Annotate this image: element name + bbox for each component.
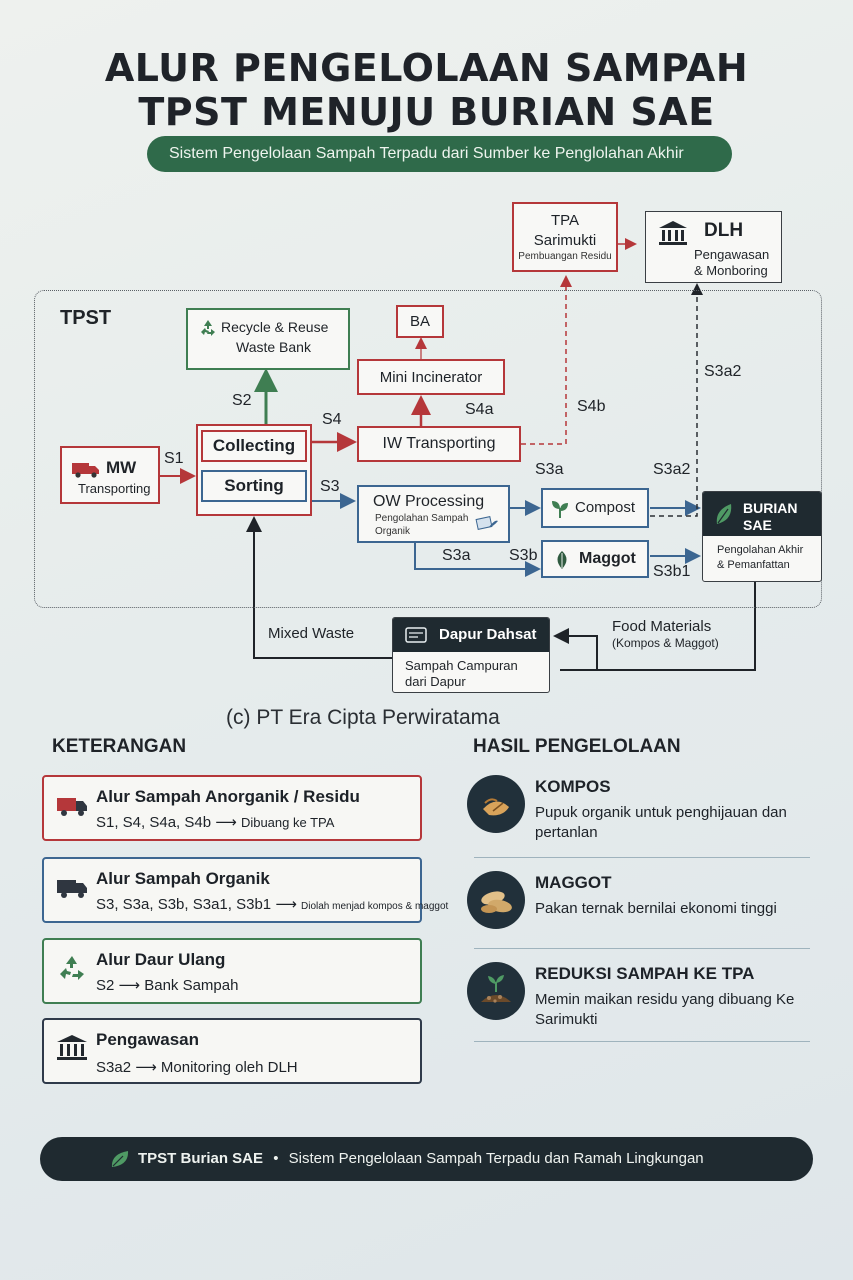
edge-label-s3a-bottom: S3a bbox=[442, 547, 471, 564]
tpa-line-1: TPA bbox=[550, 212, 580, 229]
legend-codes: S2 bbox=[96, 977, 115, 994]
result-title: KOMPOS bbox=[535, 777, 611, 796]
footer-separator: • bbox=[273, 1150, 279, 1167]
legend-item-title: Alur Sampah Organik bbox=[96, 869, 270, 888]
legend-item-pengawasan bbox=[42, 1018, 422, 1084]
government-building-icon bbox=[658, 220, 688, 246]
node-dlh bbox=[645, 211, 782, 283]
edge-label-s3b1: S3b1 bbox=[653, 563, 691, 580]
result-desc: Pakan ternak bernilai ekonomi tinggi bbox=[535, 900, 777, 917]
compost-icon bbox=[467, 775, 525, 833]
legend-item-daur-ulang bbox=[42, 938, 422, 1004]
edge-label-s3a-top: S3a bbox=[535, 461, 564, 478]
result-item-reduksi bbox=[467, 962, 810, 1034]
result-title: MAGGOT bbox=[535, 873, 612, 892]
mw-title: MW bbox=[106, 458, 137, 477]
edge-label-s3a2-right: S3a2 bbox=[704, 363, 742, 380]
edge-label-s1: S1 bbox=[164, 450, 184, 467]
card-icon bbox=[405, 627, 427, 643]
ow-sub-1: Pengolahan Sampah bbox=[375, 513, 469, 524]
title-line-1: ALUR PENGELOLAAN SAMPAH bbox=[104, 46, 749, 90]
truck-icon bbox=[56, 873, 88, 901]
node-ba: BA bbox=[396, 305, 444, 338]
edge-label-food-materials-sub: (Kompos & Maggot) bbox=[612, 636, 719, 650]
dapur-sub-2: dari Dapur bbox=[405, 674, 466, 689]
legend-item-title: Alur Daur Ulang bbox=[96, 950, 226, 969]
legend-target: Diolah menjad kompos & maggot bbox=[301, 901, 449, 912]
node-maggot bbox=[541, 540, 649, 578]
tpa-sub: Pembuangan Residu bbox=[518, 251, 612, 262]
burian-line-1: BURIAN bbox=[743, 500, 798, 516]
node-mw-transporting bbox=[60, 446, 160, 504]
recycle-line-1: Recycle & Reuse bbox=[221, 319, 329, 335]
tpst-label: TPST bbox=[60, 307, 112, 329]
divider bbox=[474, 1041, 810, 1042]
recycle-icon bbox=[56, 954, 88, 982]
truck-icon bbox=[56, 791, 88, 819]
legend-item-title: Alur Sampah Anorganik / Residu bbox=[96, 787, 360, 806]
tpa-line-2: Sarimukti bbox=[533, 232, 597, 249]
leaf-icon bbox=[713, 502, 735, 526]
leaf-paper-icon bbox=[475, 515, 499, 531]
legend-item-desc bbox=[96, 976, 238, 994]
edge-label-s3b: S3b bbox=[509, 547, 538, 564]
recycle-line-2: Waste Bank bbox=[236, 339, 311, 355]
edge-label-s3a2-bottom: S3a2 bbox=[653, 461, 691, 478]
legend-codes: S3, S3a, S3b, S3a1, S3b1 bbox=[96, 896, 272, 913]
government-building-icon bbox=[56, 1034, 88, 1062]
result-title: REDUKSI SAMPAH KE TPA bbox=[535, 964, 755, 983]
legend-title: KETERANGAN bbox=[52, 736, 187, 757]
recycle-icon bbox=[198, 318, 218, 338]
ow-sub-2: Organik bbox=[375, 526, 411, 537]
burian-sub-2: & Pemanfattan bbox=[717, 559, 790, 571]
sprout-soil-icon bbox=[467, 962, 525, 1020]
node-dapur-dahsat bbox=[392, 617, 550, 693]
edge-label-s4: S4 bbox=[322, 411, 342, 428]
node-sorting: Sorting bbox=[201, 470, 307, 502]
dlh-title: DLH bbox=[704, 220, 744, 241]
mw-subtitle: Transporting bbox=[78, 481, 151, 496]
result-item-kompos bbox=[467, 775, 810, 845]
maggot-leaf-icon bbox=[551, 549, 573, 571]
footer-bar bbox=[40, 1137, 813, 1181]
node-burian-sae bbox=[702, 491, 822, 582]
legend-arrow: ⟶ bbox=[118, 977, 141, 994]
dlh-sub-1: Pengawasan bbox=[694, 247, 770, 262]
divider bbox=[474, 857, 810, 858]
legend-codes: S1, S4, S4a, S4b bbox=[96, 814, 212, 831]
legend-item-organik bbox=[42, 857, 449, 923]
legend-codes: S3a2 bbox=[96, 1059, 132, 1076]
footer-brand: TPST Burian SAE bbox=[138, 1150, 264, 1167]
legend-target: Bank Sampah bbox=[144, 977, 239, 994]
legend-target: Monitoring oleh DLH bbox=[160, 1059, 298, 1076]
edge-label-s4a: S4a bbox=[465, 401, 494, 418]
title-line-2: TPST MENUJU BURIAN SAE bbox=[138, 90, 715, 134]
truck-icon bbox=[72, 460, 100, 478]
edge-label-food-materials: Food Materials bbox=[612, 618, 712, 635]
legend-arrow: ⟶ bbox=[135, 1059, 157, 1076]
maggot-label: Maggot bbox=[579, 550, 636, 567]
node-recycle-waste-bank bbox=[186, 308, 350, 370]
legend-target: Dibuang ke TPA bbox=[240, 815, 335, 830]
legend-item-desc bbox=[96, 895, 448, 913]
edge-label-mixed-waste: Mixed Waste bbox=[268, 625, 355, 642]
legend-item-title: Pengawasan bbox=[96, 1030, 199, 1049]
dapur-title: Dapur Dahsat bbox=[439, 626, 537, 643]
dlh-sub-2: & Monboring bbox=[694, 263, 768, 278]
node-tpa-sarimukti bbox=[512, 202, 618, 272]
node-mini-incinerator: Mini Incinerator bbox=[357, 359, 505, 395]
dapur-sub-1: Sampah Campuran bbox=[405, 658, 518, 673]
node-collecting-sorting-group bbox=[196, 424, 312, 516]
legend-arrow: ⟶ bbox=[275, 896, 297, 913]
legend-item-anorganik bbox=[42, 775, 422, 841]
plant-icon bbox=[549, 498, 571, 520]
maggot-icon bbox=[467, 871, 525, 929]
leaf-icon bbox=[110, 1149, 130, 1169]
copyright: (c) PT Era Cipta Perwiratama bbox=[226, 706, 500, 729]
result-desc: Memin maikan residu yang dibuang Ke Sarimukti bbox=[535, 991, 795, 1028]
edge-label-s4b: S4b bbox=[577, 398, 606, 415]
node-iw-transporting: IW Transporting bbox=[357, 426, 521, 462]
footer-tagline: Sistem Pengelolaan Sampah Terpadu dan Ramah Lingkungan bbox=[288, 1150, 704, 1167]
legend-item-desc bbox=[96, 813, 334, 831]
edge-label-s2: S2 bbox=[232, 392, 252, 409]
legend-item-desc bbox=[96, 1058, 298, 1076]
result-item-maggot bbox=[467, 871, 810, 941]
subtitle-pill: Sistem Pengelolaan Sampah Terpadu dari Sumber ke Penglolahan Akhir bbox=[147, 136, 732, 172]
legend-arrow: ⟶ bbox=[215, 814, 237, 831]
edge-label-s3: S3 bbox=[320, 478, 340, 495]
node-collecting: Collecting bbox=[201, 430, 307, 462]
result-desc: Pupuk organik untuk penghijauan dan pertanlan bbox=[535, 804, 787, 841]
node-ow-processing bbox=[357, 485, 510, 543]
results-title: HASIL PENGELOLAAN bbox=[473, 736, 681, 757]
compost-label: Compost bbox=[575, 499, 636, 516]
node-compost bbox=[541, 488, 649, 528]
burian-sub-1: Pengolahan Akhir bbox=[717, 544, 804, 556]
ow-title: OW Processing bbox=[373, 493, 485, 510]
burian-line-2: SAE bbox=[743, 517, 772, 533]
divider bbox=[474, 948, 810, 949]
